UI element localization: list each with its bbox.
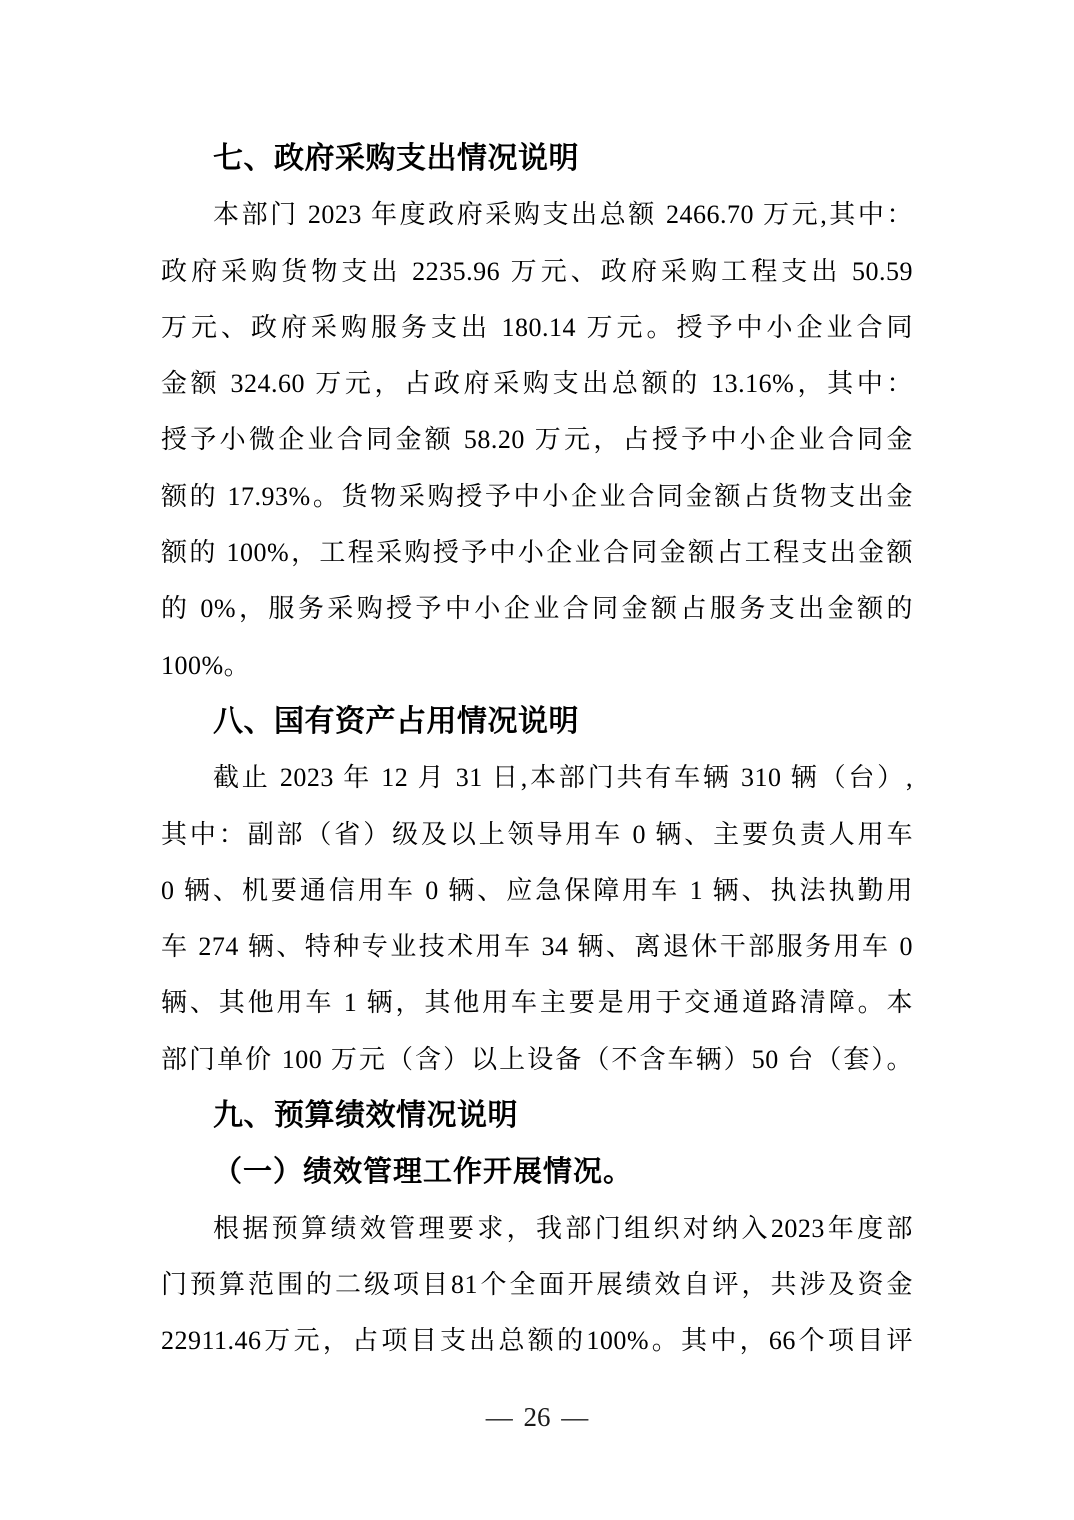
paragraph-line: 政府采购货物支出 2235.96 万元、政府采购工程支出 50.59 xyxy=(161,256,913,286)
paragraph-line: 22911.46万元，占项目支出总额的100%。其中，66个项目评 xyxy=(161,1326,913,1356)
section-heading-7: 七、政府采购支出情况说明 xyxy=(213,142,579,175)
paragraph-line: 的 0%，服务采购授予中小企业合同金额占服务支出金额的 xyxy=(161,594,913,624)
section-heading-9: 九、预算绩效情况说明 xyxy=(213,1099,518,1133)
paragraph-line: 金额 324.60 万元，占政府采购支出总额的 13.16%，其中： xyxy=(161,369,913,399)
paragraph-line: 万元、政府采购服务支出 180.14 万元。授予中小企业合同 xyxy=(161,312,913,342)
paragraph-line: 100%。 xyxy=(161,650,251,680)
paragraph-line: 额的 17.93%。货物采购授予中小企业合同金额占货物支出金 xyxy=(161,481,913,511)
paragraph-line: 部门单价 100 万元（含）以上设备（不含车辆）50 台（套）。 xyxy=(161,1044,913,1074)
page-footer xyxy=(0,1402,1074,1433)
page-number: — 26 — xyxy=(485,1402,589,1432)
paragraph-line: 其中：副部（省）级及以上领导用车 0 辆、主要负责人用车 xyxy=(161,819,913,849)
paragraph-line: 0 辆、机要通信用车 0 辆、应急保障用车 1 辆、执法执勤用 xyxy=(161,875,913,905)
subsection-heading-9-1: （一）绩效管理工作开展情况。 xyxy=(213,1156,634,1189)
document-body xyxy=(161,131,913,1370)
paragraph-line: 授予小微企业合同金额 58.20 万元，占授予中小企业合同金 xyxy=(161,425,913,455)
paragraph-line: 车 274 辆、特种专业技术用车 34 辆、离退休干部服务用车 0 xyxy=(161,932,913,962)
paragraph-line: 门预算范围的二级项目81个全面开展绩效自评，共涉及资金 xyxy=(161,1269,913,1299)
paragraph-line: 额的 100%，工程采购授予中小企业合同金额占工程支出金额 xyxy=(161,538,913,568)
paragraph-line: 根据预算绩效管理要求，我部门组织对纳入2023年度部 xyxy=(213,1213,913,1243)
paragraph-line: 截止 2023 年 12 月 31 日,本部门共有车辆 310 辆（台）, xyxy=(213,763,913,793)
section-heading-8: 八、国有资产占用情况说明 xyxy=(213,704,579,738)
paragraph-line: 本部门 2023 年度政府采购支出总额 2466.70 万元,其中： xyxy=(213,200,913,230)
paragraph-line: 辆、其他用车 1 辆，其他用车主要是用于交通道路清障。本 xyxy=(161,988,913,1018)
